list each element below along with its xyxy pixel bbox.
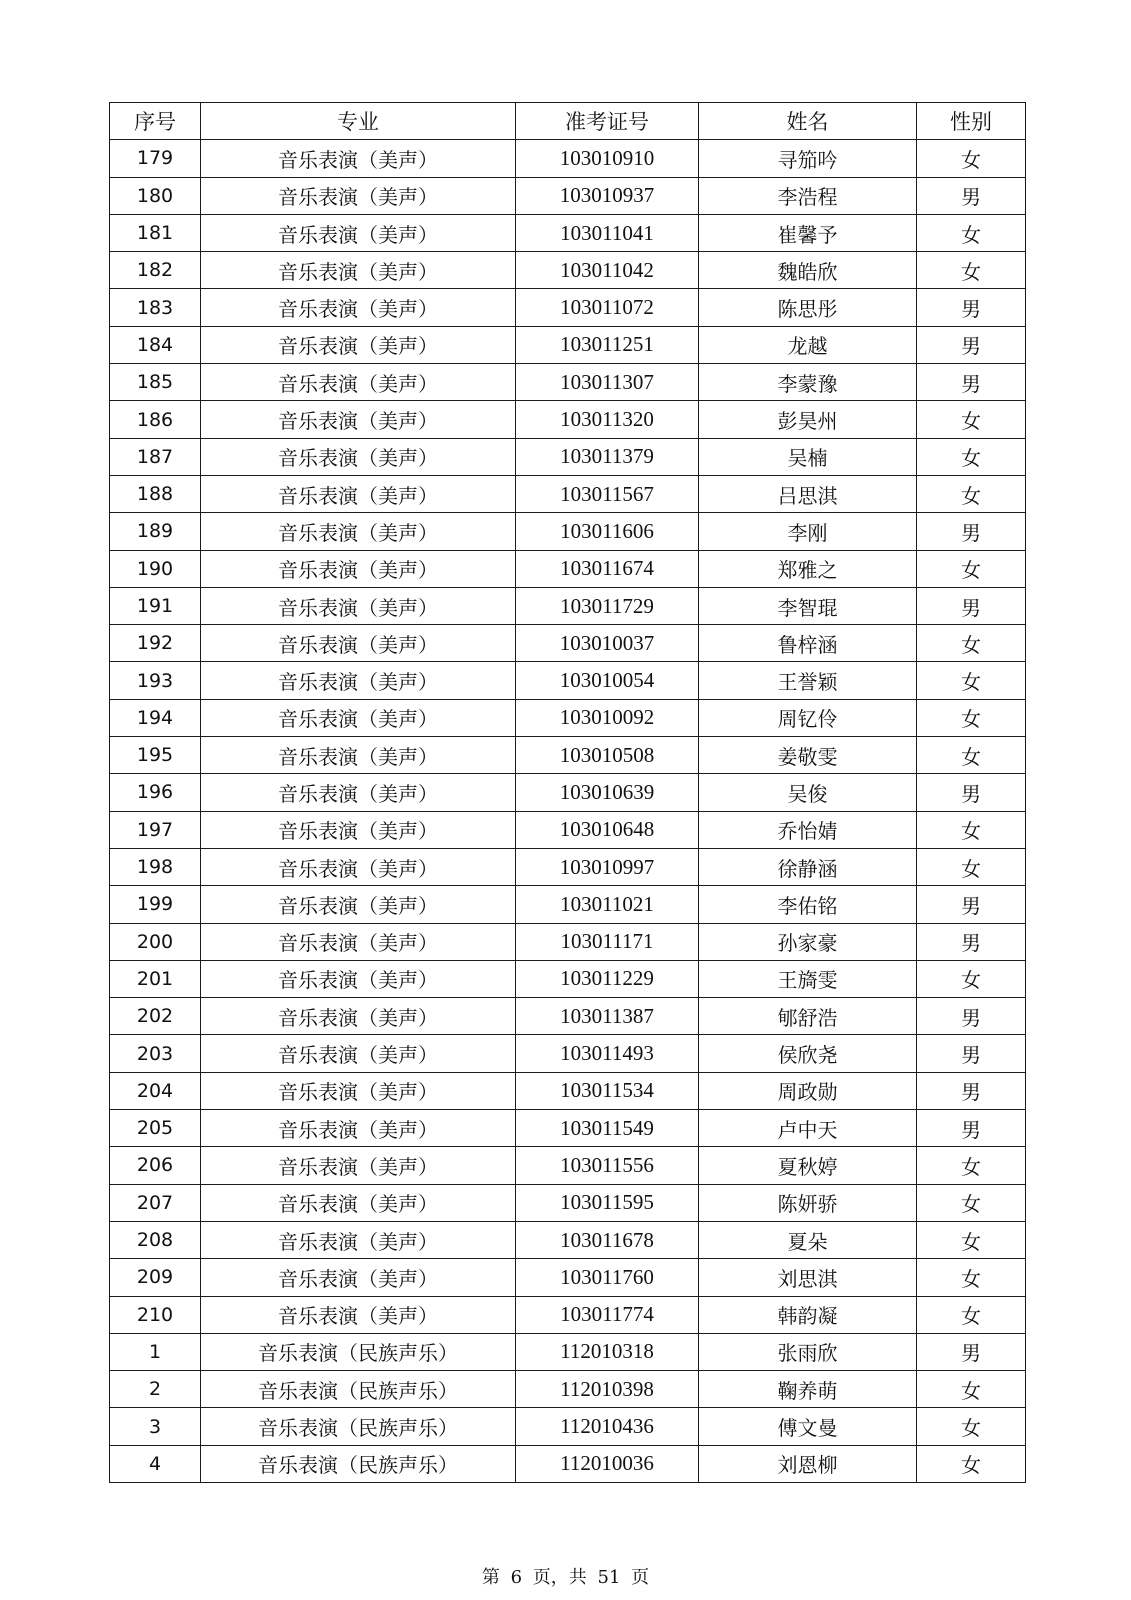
cell-seq: 207 [110, 1184, 201, 1221]
cell-seq: 188 [110, 475, 201, 512]
cell-name: 鲁梓涵 [699, 625, 917, 662]
cell-major: 音乐表演（美声） [201, 1072, 516, 1109]
cell-major: 音乐表演（美声） [201, 513, 516, 550]
cell-name: 傅文曼 [699, 1408, 917, 1445]
cell-gender: 女 [917, 737, 1026, 774]
page-footer: 第 6 页，共 51 页 [481, 1567, 650, 1588]
table-row [110, 364, 1026, 401]
cell-major: 音乐表演（美声） [201, 774, 516, 811]
cell-seq: 204 [110, 1072, 201, 1109]
cell-exam-id: 103011229 [516, 960, 699, 997]
cell-gender: 女 [917, 401, 1026, 438]
table-row [110, 923, 1026, 960]
cell-gender: 男 [917, 289, 1026, 326]
table-row [110, 326, 1026, 363]
cell-seq: 194 [110, 699, 201, 736]
cell-exam-id: 103010639 [516, 774, 699, 811]
header-name: 姓名 [699, 103, 917, 140]
table-row [110, 1147, 1026, 1184]
cell-seq: 206 [110, 1147, 201, 1184]
cell-major: 音乐表演（美声） [201, 475, 516, 512]
cell-major: 音乐表演（美声） [201, 587, 516, 624]
cell-seq: 1 [110, 1333, 201, 1370]
table-row [110, 214, 1026, 251]
table-row [110, 1259, 1026, 1296]
cell-gender: 男 [917, 587, 1026, 624]
cell-major: 音乐表演（美声） [201, 1259, 516, 1296]
cell-name: 吴楠 [699, 438, 917, 475]
cell-name: 王旖雯 [699, 960, 917, 997]
header-seq: 序号 [110, 103, 201, 140]
cell-major: 音乐表演（美声） [201, 737, 516, 774]
cell-exam-id: 103011320 [516, 401, 699, 438]
cell-major: 音乐表演（美声） [201, 214, 516, 251]
table-row [110, 177, 1026, 214]
cell-exam-id: 103011021 [516, 886, 699, 923]
cell-gender: 女 [917, 252, 1026, 289]
cell-exam-id: 103011549 [516, 1110, 699, 1147]
cell-name: 姜敬雯 [699, 737, 917, 774]
cell-name: 刘思淇 [699, 1259, 917, 1296]
cell-seq: 202 [110, 998, 201, 1035]
cell-gender: 男 [917, 998, 1026, 1035]
cell-name: 郑雅之 [699, 550, 917, 587]
table-row [110, 1035, 1026, 1072]
cell-name: 魏皓欣 [699, 252, 917, 289]
cell-exam-id: 103011042 [516, 252, 699, 289]
cell-exam-id: 103010508 [516, 737, 699, 774]
cell-name: 周政勋 [699, 1072, 917, 1109]
cell-name: 徐静涵 [699, 848, 917, 885]
table-row [110, 513, 1026, 550]
table-header-row [110, 103, 1026, 140]
table-row [110, 1296, 1026, 1333]
table-row [110, 886, 1026, 923]
cell-exam-id: 103011760 [516, 1259, 699, 1296]
cell-exam-id: 103011556 [516, 1147, 699, 1184]
cell-exam-id: 103011674 [516, 550, 699, 587]
cell-seq: 192 [110, 625, 201, 662]
cell-gender: 男 [917, 886, 1026, 923]
cell-gender: 女 [917, 662, 1026, 699]
cell-gender: 女 [917, 438, 1026, 475]
cell-exam-id: 103011307 [516, 364, 699, 401]
table-row [110, 625, 1026, 662]
cell-gender: 女 [917, 550, 1026, 587]
table-row [110, 848, 1026, 885]
cell-major: 音乐表演（美声） [201, 811, 516, 848]
cell-name: 刘恩柳 [699, 1445, 917, 1482]
table-row [110, 1184, 1026, 1221]
cell-exam-id: 103010037 [516, 625, 699, 662]
table-row [110, 1371, 1026, 1408]
cell-major: 音乐表演（民族声乐） [201, 1333, 516, 1370]
cell-name: 鞠养萌 [699, 1371, 917, 1408]
cell-gender: 男 [917, 1072, 1026, 1109]
cell-name: 王誉颖 [699, 662, 917, 699]
cell-major: 音乐表演（美声） [201, 662, 516, 699]
cell-gender: 女 [917, 1445, 1026, 1482]
cell-exam-id: 103011379 [516, 438, 699, 475]
cell-exam-id: 103011171 [516, 923, 699, 960]
cell-seq: 184 [110, 326, 201, 363]
cell-seq: 4 [110, 1445, 201, 1482]
table-row [110, 438, 1026, 475]
cell-seq: 197 [110, 811, 201, 848]
cell-gender: 女 [917, 1371, 1026, 1408]
cell-seq: 195 [110, 737, 201, 774]
cell-name: 夏秋婷 [699, 1147, 917, 1184]
cell-exam-id: 112010398 [516, 1371, 699, 1408]
cell-name: 龙越 [699, 326, 917, 363]
cell-name: 李浩程 [699, 177, 917, 214]
cell-major: 音乐表演（美声） [201, 326, 516, 363]
cell-exam-id: 103011072 [516, 289, 699, 326]
table-row [110, 140, 1026, 177]
cell-gender: 男 [917, 326, 1026, 363]
cell-seq: 200 [110, 923, 201, 960]
header-gender: 性别 [917, 103, 1026, 140]
cell-exam-id: 103010648 [516, 811, 699, 848]
cell-gender: 男 [917, 1333, 1026, 1370]
cell-seq: 191 [110, 587, 201, 624]
cell-seq: 180 [110, 177, 201, 214]
cell-name: 寻笳吟 [699, 140, 917, 177]
cell-major: 音乐表演（美声） [201, 625, 516, 662]
candidate-table [109, 102, 1026, 1483]
cell-seq: 198 [110, 848, 201, 885]
cell-name: 夏朵 [699, 1221, 917, 1258]
cell-major: 音乐表演（美声） [201, 438, 516, 475]
cell-gender: 女 [917, 811, 1026, 848]
cell-exam-id: 103011041 [516, 214, 699, 251]
cell-major: 音乐表演（美声） [201, 1184, 516, 1221]
cell-exam-id: 103011678 [516, 1221, 699, 1258]
cell-gender: 男 [917, 364, 1026, 401]
cell-gender: 女 [917, 960, 1026, 997]
cell-exam-id: 112010036 [516, 1445, 699, 1482]
cell-seq: 2 [110, 1371, 201, 1408]
cell-name: 张雨欣 [699, 1333, 917, 1370]
cell-exam-id: 103011774 [516, 1296, 699, 1333]
cell-gender: 女 [917, 1184, 1026, 1221]
cell-gender: 女 [917, 625, 1026, 662]
cell-seq: 193 [110, 662, 201, 699]
cell-exam-id: 103011534 [516, 1072, 699, 1109]
cell-exam-id: 103010910 [516, 140, 699, 177]
cell-name: 崔馨予 [699, 214, 917, 251]
cell-exam-id: 103011595 [516, 1184, 699, 1221]
cell-name: 李佑铭 [699, 886, 917, 923]
cell-seq: 196 [110, 774, 201, 811]
cell-seq: 199 [110, 886, 201, 923]
header-major: 专业 [201, 103, 516, 140]
cell-major: 音乐表演（美声） [201, 401, 516, 438]
cell-gender: 男 [917, 177, 1026, 214]
cell-gender: 男 [917, 923, 1026, 960]
cell-name: 周钇伶 [699, 699, 917, 736]
cell-major: 音乐表演（美声） [201, 848, 516, 885]
cell-seq: 187 [110, 438, 201, 475]
cell-major: 音乐表演（美声） [201, 886, 516, 923]
table-row [110, 960, 1026, 997]
cell-gender: 女 [917, 1259, 1026, 1296]
table-row [110, 252, 1026, 289]
cell-seq: 183 [110, 289, 201, 326]
cell-seq: 189 [110, 513, 201, 550]
cell-seq: 205 [110, 1110, 201, 1147]
cell-gender: 女 [917, 214, 1026, 251]
cell-seq: 182 [110, 252, 201, 289]
cell-major: 音乐表演（美声） [201, 1147, 516, 1184]
cell-gender: 男 [917, 513, 1026, 550]
table-row [110, 998, 1026, 1035]
cell-gender: 女 [917, 475, 1026, 512]
cell-major: 音乐表演（美声） [201, 177, 516, 214]
table-row [110, 401, 1026, 438]
cell-name: 乔怡婧 [699, 811, 917, 848]
cell-gender: 男 [917, 1110, 1026, 1147]
cell-name: 陈思彤 [699, 289, 917, 326]
cell-gender: 女 [917, 140, 1026, 177]
table-row [110, 737, 1026, 774]
cell-name: 陈妍骄 [699, 1184, 917, 1221]
cell-major: 音乐表演（美声） [201, 289, 516, 326]
cell-exam-id: 112010436 [516, 1408, 699, 1445]
cell-exam-id: 103011567 [516, 475, 699, 512]
cell-seq: 190 [110, 550, 201, 587]
cell-gender: 女 [917, 1408, 1026, 1445]
cell-name: 吕思淇 [699, 475, 917, 512]
table-row [110, 1072, 1026, 1109]
table-row [110, 662, 1026, 699]
table-row [110, 550, 1026, 587]
cell-exam-id: 103010054 [516, 662, 699, 699]
cell-major: 音乐表演（美声） [201, 252, 516, 289]
cell-major: 音乐表演（美声） [201, 1296, 516, 1333]
cell-name: 孙家豪 [699, 923, 917, 960]
cell-name: 郇舒浩 [699, 998, 917, 1035]
table-row [110, 1333, 1026, 1370]
cell-name: 彭昊州 [699, 401, 917, 438]
cell-major: 音乐表演（美声） [201, 140, 516, 177]
cell-gender: 男 [917, 774, 1026, 811]
cell-seq: 208 [110, 1221, 201, 1258]
cell-name: 侯欣尧 [699, 1035, 917, 1072]
cell-exam-id: 103011251 [516, 326, 699, 363]
cell-gender: 男 [917, 1035, 1026, 1072]
cell-major: 音乐表演（美声） [201, 699, 516, 736]
cell-exam-id: 103010997 [516, 848, 699, 885]
cell-gender: 女 [917, 1296, 1026, 1333]
cell-major: 音乐表演（民族声乐） [201, 1371, 516, 1408]
cell-major: 音乐表演（民族声乐） [201, 1445, 516, 1482]
cell-seq: 201 [110, 960, 201, 997]
cell-gender: 女 [917, 1221, 1026, 1258]
cell-major: 音乐表演（民族声乐） [201, 1408, 516, 1445]
cell-seq: 185 [110, 364, 201, 401]
cell-name: 李刚 [699, 513, 917, 550]
cell-major: 音乐表演（美声） [201, 923, 516, 960]
cell-exam-id: 103011493 [516, 1035, 699, 1072]
cell-name: 吴俊 [699, 774, 917, 811]
cell-gender: 女 [917, 848, 1026, 885]
table-row [110, 289, 1026, 326]
cell-seq: 3 [110, 1408, 201, 1445]
cell-name: 卢中天 [699, 1110, 917, 1147]
cell-gender: 女 [917, 1147, 1026, 1184]
cell-seq: 209 [110, 1259, 201, 1296]
cell-exam-id: 112010318 [516, 1333, 699, 1370]
table-row [110, 1221, 1026, 1258]
cell-major: 音乐表演（美声） [201, 364, 516, 401]
cell-seq: 179 [110, 140, 201, 177]
cell-name: 李智琨 [699, 587, 917, 624]
cell-major: 音乐表演（美声） [201, 1221, 516, 1258]
table-row [110, 1110, 1026, 1147]
cell-exam-id: 103011606 [516, 513, 699, 550]
cell-major: 音乐表演（美声） [201, 1110, 516, 1147]
table-row [110, 1445, 1026, 1482]
cell-major: 音乐表演（美声） [201, 550, 516, 587]
cell-name: 韩韵凝 [699, 1296, 917, 1333]
cell-gender: 女 [917, 699, 1026, 736]
table-row [110, 587, 1026, 624]
cell-major: 音乐表演（美声） [201, 998, 516, 1035]
table-row [110, 774, 1026, 811]
cell-major: 音乐表演（美声） [201, 1035, 516, 1072]
cell-seq: 181 [110, 214, 201, 251]
cell-seq: 203 [110, 1035, 201, 1072]
cell-exam-id: 103010092 [516, 699, 699, 736]
cell-exam-id: 103011387 [516, 998, 699, 1035]
table-row [110, 699, 1026, 736]
cell-exam-id: 103011729 [516, 587, 699, 624]
cell-name: 李蒙豫 [699, 364, 917, 401]
table-row [110, 811, 1026, 848]
cell-seq: 210 [110, 1296, 201, 1333]
cell-seq: 186 [110, 401, 201, 438]
header-exam-id: 准考证号 [516, 103, 699, 140]
table-row [110, 1408, 1026, 1445]
cell-major: 音乐表演（美声） [201, 960, 516, 997]
table-row [110, 475, 1026, 512]
cell-exam-id: 103010937 [516, 177, 699, 214]
table-body [110, 140, 1026, 1483]
